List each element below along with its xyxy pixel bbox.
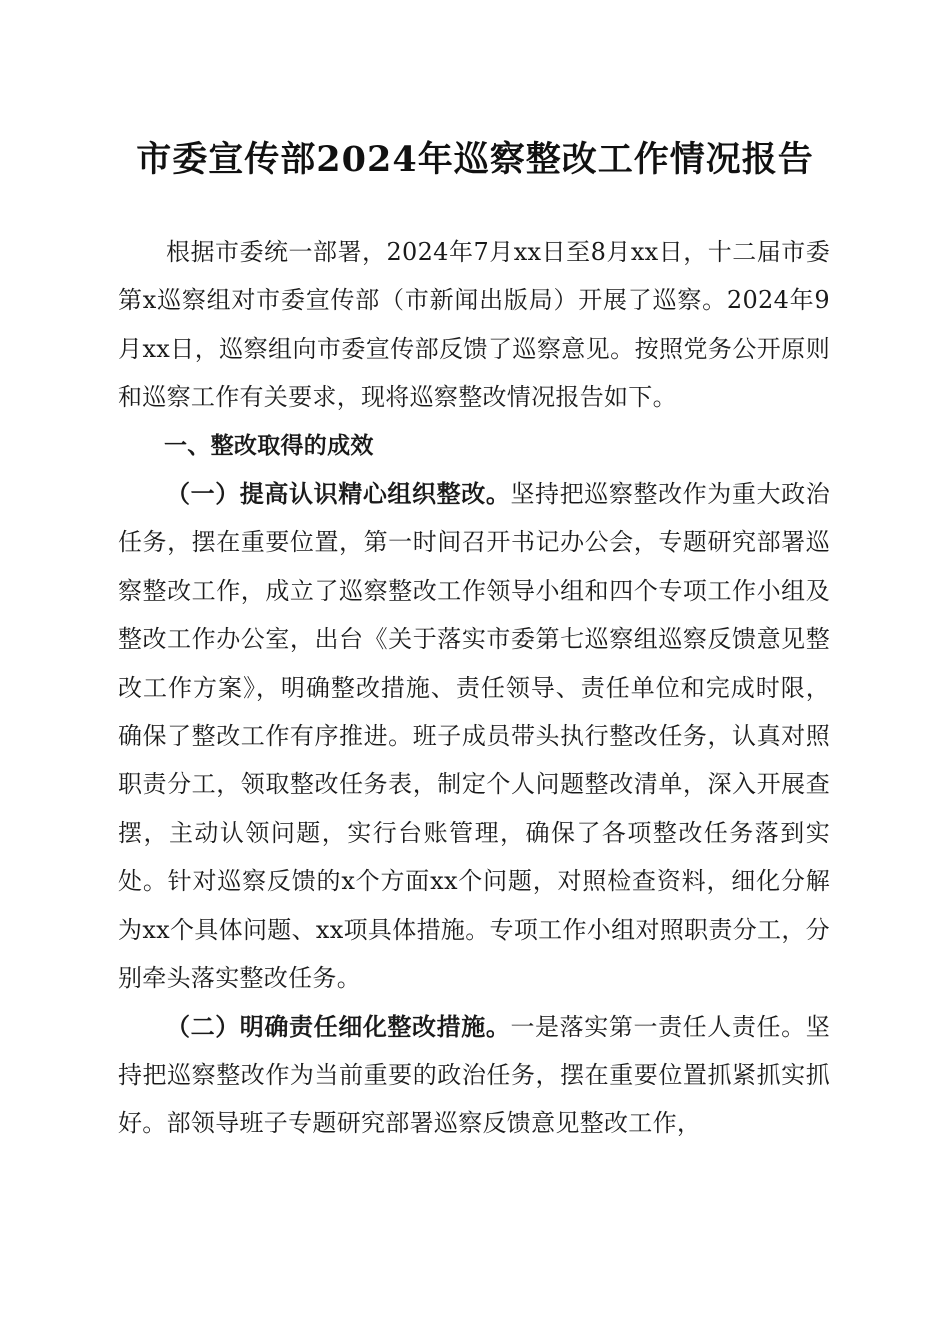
- intro-paragraph: 根据市委统一部署，2024年7月xx日至8月xx日，十二届市委第x巡察组对市委宣传部（市新闻出版局）开展了巡察。2024年9月xx日，巡察组向市委宣传部反馈了巡察意见。按照党务公开原则和巡察工作有关要求，现将巡察整改情况报告如下。: [118, 238, 830, 412]
- document-title: 市委宣传部2024年巡察整改工作情况报告: [136, 139, 814, 180]
- subsection-1-paragraph: [118, 470, 830, 1002]
- section-heading-achievements: 一、整改取得的成效: [164, 432, 374, 459]
- subsection-1-lead: （一）提高认识精心组织整改。: [166, 479, 511, 509]
- subsection-2-lead: （二）明确责任细化整改措施。: [166, 1011, 511, 1041]
- document-body: [118, 228, 830, 1148]
- subsection-1-text: 坚持把巡察整改作为重大政治任务，摆在重要位置，第一时间召开书记办公会，专题研究部署巡察整改工作，成立了巡察整改工作领导小组和四个专项工作小组及整改工作办公室，出台《关于落实市委第七巡察组巡察反馈意见整改工作方案》，明确整改措施、责任领导、责任单位和完成时限，确保了整改工作有序推进。班子成员带头执行整改任务，认真对照职责分工，领取整改任务表，制定个人问题整改清单，深入开展查摆，主动认领问题，实行台账管理，确保了各项整改任务落到实处。针对巡察反馈的x个方面xx个问题，对照检查资料，细化分解为xx个具体问题、xx项具体措施。专项工作小组对照职责分工，分别牵头落实整改任务。: [118, 480, 830, 993]
- subsection-2-text: 一是落实第一责任人责任。坚持把巡察整改作为当前重要的政治任务，摆在重要位置抓紧抓实抓好。部领导班子专题研究部署巡察反馈意见整改工作，: [118, 1012, 830, 1138]
- subsection-2-paragraph: [118, 1003, 830, 1148]
